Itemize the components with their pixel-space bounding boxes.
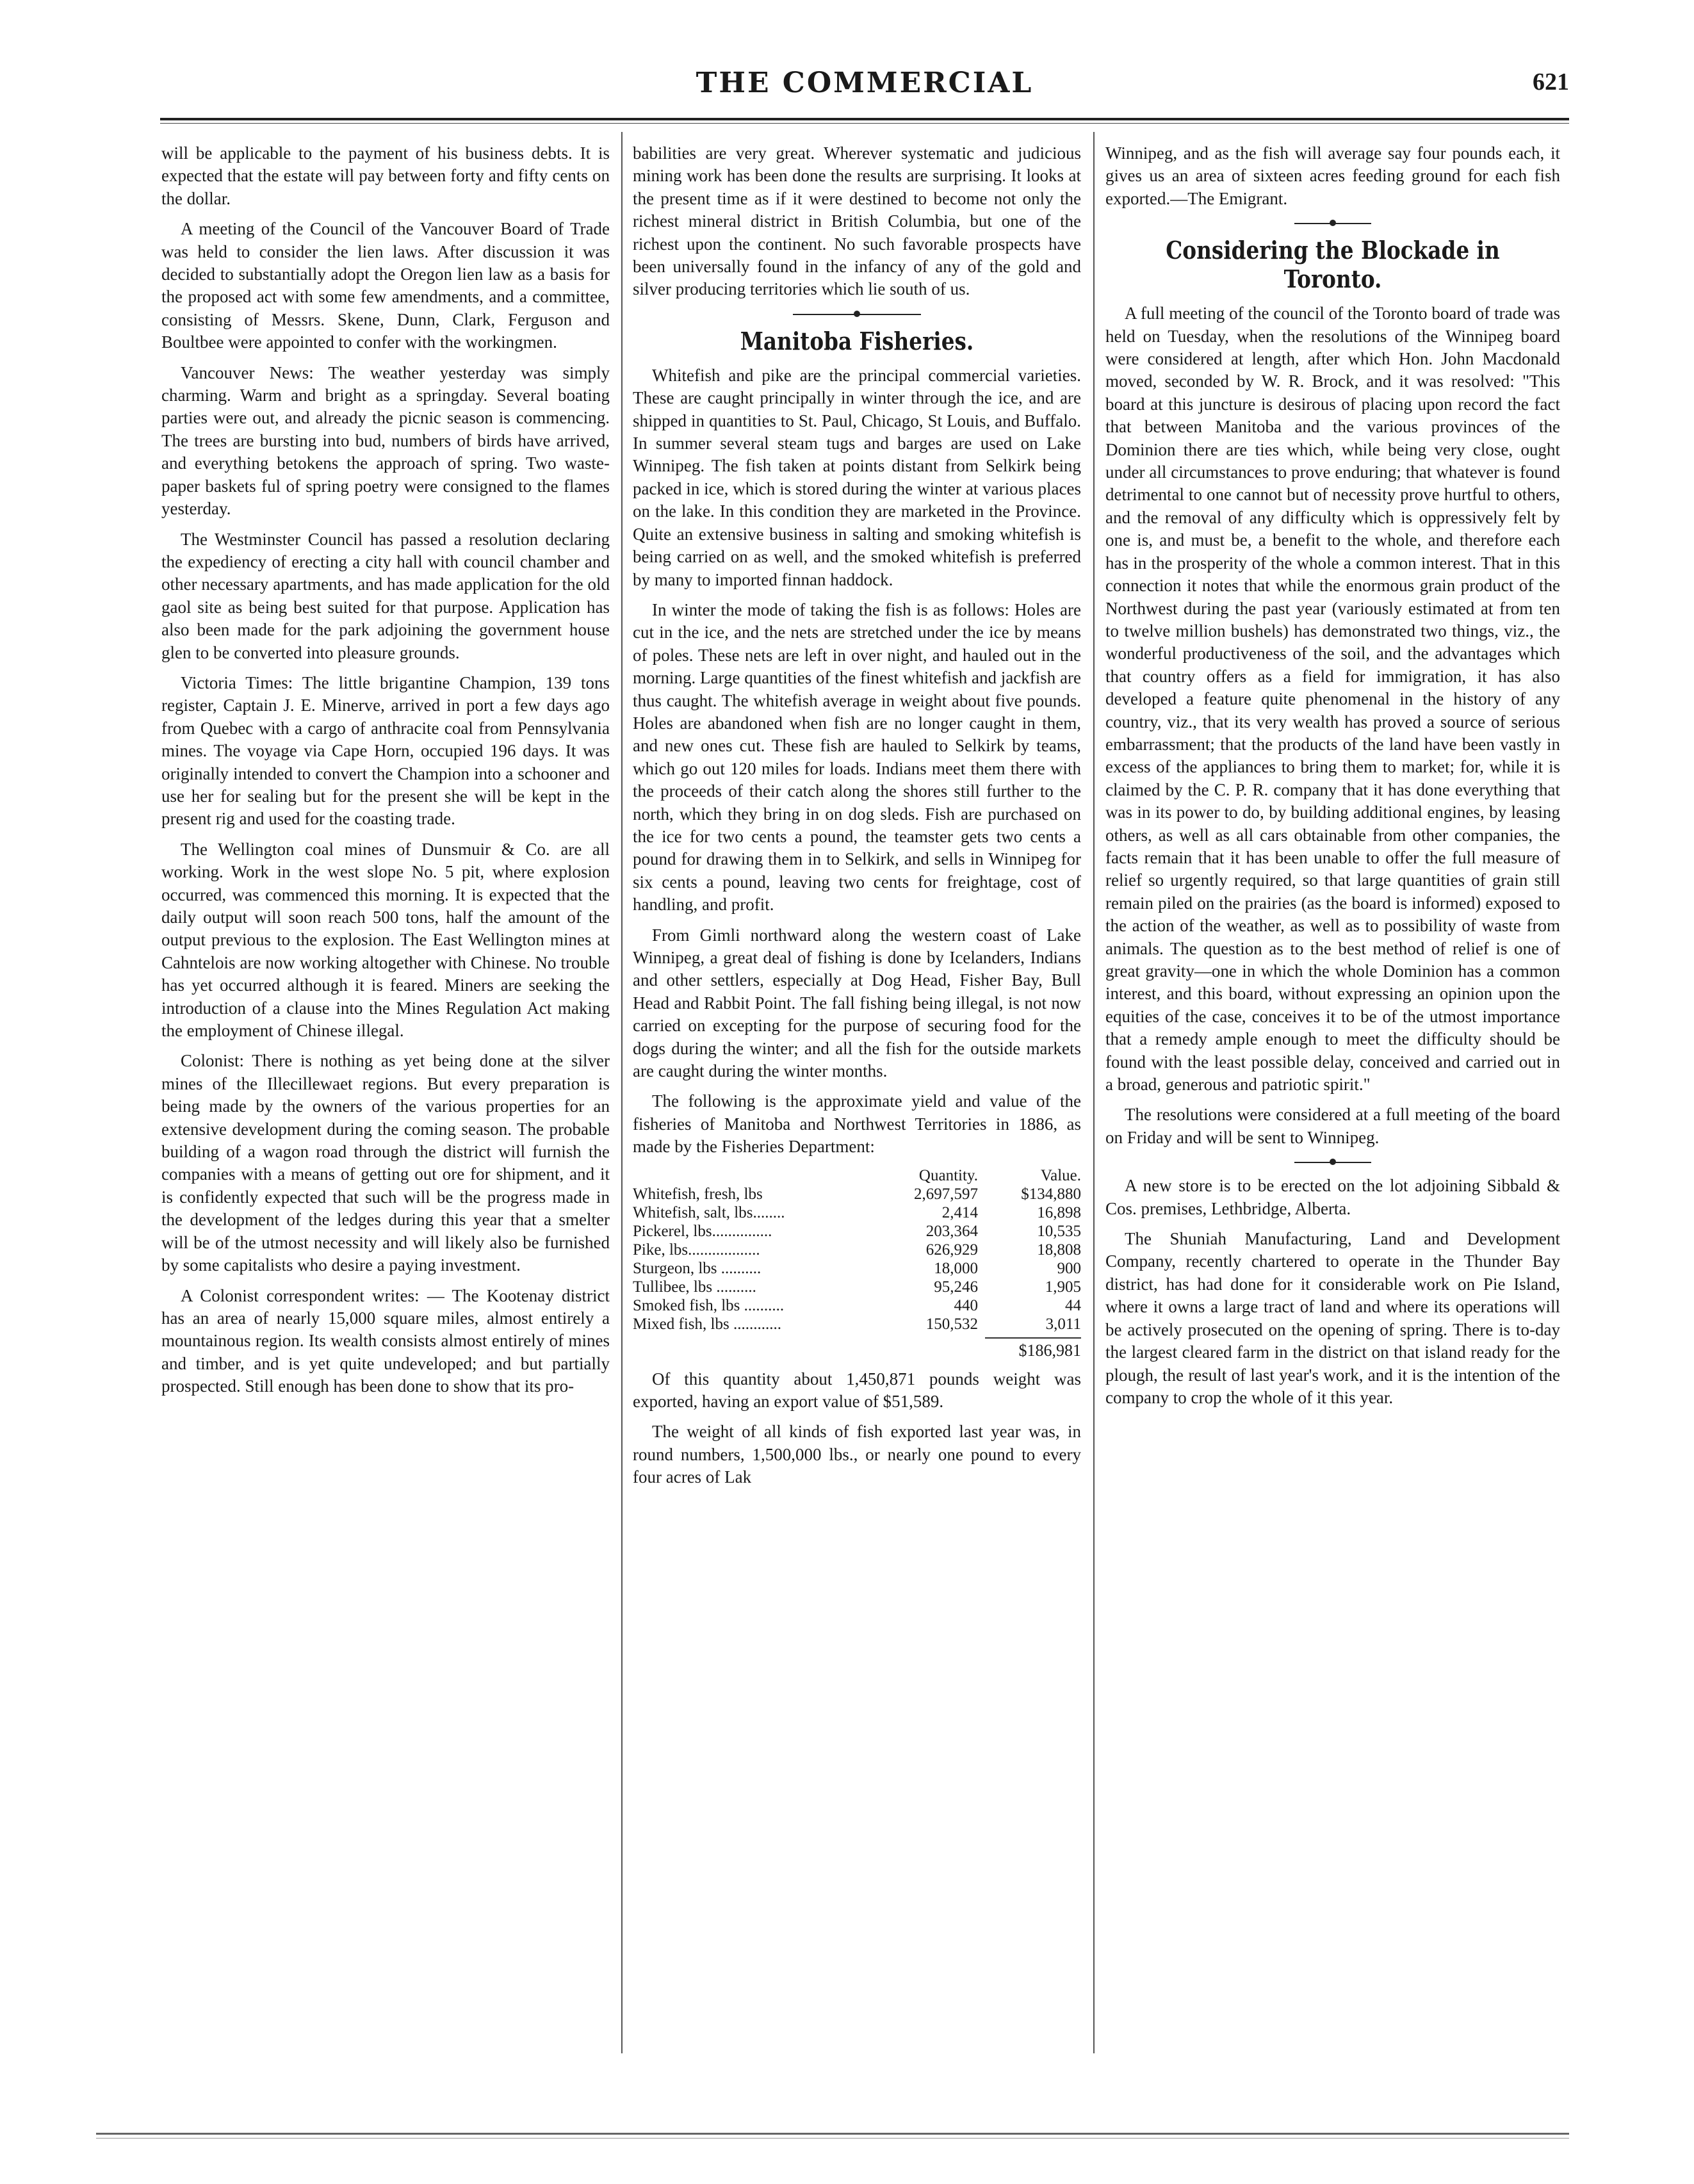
table-row bbox=[633, 1315, 1081, 1333]
paragraph: A Colonist correspondent writes: — The Kootenay district has an area of nearly 15,000 square miles, almost entirely a mountainous region. Its wealth consists almost entirely of mines and timber, and is yet quite undeveloped; and but partially prospected. Still enough has been done to show that its pro- bbox=[161, 1285, 610, 1396]
masthead-rule bbox=[160, 118, 1569, 120]
article-heading: Manitoba Fisheries. bbox=[740, 326, 974, 355]
table-cell-name: Whitefish, salt, lbs........ bbox=[633, 1203, 785, 1221]
paragraph: The resolutions were considered at a full meeting of the board on Friday and will be sent to Winnipeg. bbox=[1105, 1105, 1560, 1147]
table-cell-quantity: 2,414 bbox=[941, 1203, 979, 1221]
section-separator bbox=[1294, 218, 1371, 229]
masthead bbox=[160, 64, 1569, 109]
masthead-title: THE COMMERCIAL bbox=[696, 67, 1034, 99]
fisheries-table bbox=[633, 1166, 1081, 1333]
paragraph: From Gimli northward along the western coast of Lake Winnipeg, a great deal of fishing is done by Icelanders, Indians and other settlers, especially at Dog Head, Fisher Bay, Bull Head and Rabbit Point. The fall fishing being illegal, is not now carried on excepting for the purpose of securing food for the dogs during the winter; and all the fish for the outside markets are caught during the winter months. bbox=[633, 925, 1081, 1081]
paragraph: The Wellington coal mines of Dunsmuir & Co. are all working. Work in the west slope No. 5 pit, where explosion occurred, was commenced this morning. It is expected that the daily output will soon reach 500 tons, half the amount of the output previous to the explosion. The East Wellington mines at Cahntelois are now working altogether with Chinese. No trouble has yet occurred although it is feared. Miners are seeking the introduction of a clause into the Mines Regulation Act making the employment of Chinese illegal. bbox=[161, 839, 610, 1041]
table-row bbox=[633, 1296, 1081, 1315]
column-1 bbox=[161, 142, 610, 2051]
table-cell-name: Pike, lbs.................. bbox=[633, 1241, 760, 1259]
table-cell-quantity: 2,697,597 bbox=[914, 1185, 979, 1203]
paragraph: The following is the approximate yield and value of the fisheries of Manitoba and Northwest Territories in 1886, as made by the Fisheries Department: bbox=[633, 1091, 1081, 1157]
table-cell-name: Mixed fish, lbs ............ bbox=[633, 1315, 781, 1333]
column-header-value: Value. bbox=[1040, 1166, 1081, 1184]
paragraph: The weight of all kinds of fish exported last year was, in round numbers, 1,500,000 lbs., or nearly one pound to every four acres of Lak bbox=[633, 1422, 1081, 1487]
table-cell-value: 3,011 bbox=[1045, 1315, 1081, 1333]
paragraph: A meeting of the Council of the Vancouver Board of Trade was held to consider the lien laws. After discussion it was decided to substantially adopt the Oregon lien law as a basis for the proposed act with some few amendments, and a committee, consisting of Messrs. Skene, Dunn, Clark, Ferguson and Boultbee were appointed to confer with the workingmen. bbox=[161, 219, 610, 352]
table-cell-quantity: 626,929 bbox=[925, 1241, 979, 1259]
table-cell-value: 10,535 bbox=[1037, 1222, 1081, 1240]
table-row bbox=[633, 1185, 1081, 1203]
table-cell-name: Whitefish, fresh, lbs bbox=[633, 1185, 763, 1203]
table-cell-name: Tullibee, lbs .......... bbox=[633, 1278, 756, 1296]
table-cell-name: Smoked fish, lbs .......... bbox=[633, 1296, 785, 1314]
column-divider bbox=[1093, 132, 1095, 2053]
table-body bbox=[633, 1185, 1081, 1333]
paragraph: The Shuniah Manufacturing, Land and Development Company, recently chartered to operate in the Thunder Bay district, has had done for it considerable work on Pie Island, where it owns a large tract of land and where its operations will be actively prosecuted on the opening of spring. There is to-day the largest cleared farm in the district on that island ready for the plough, the result of last year's work, and it is the intention of the company to crop the whole of it this year. bbox=[1105, 1229, 1560, 1407]
table-row bbox=[633, 1222, 1081, 1241]
paragraph: babilities are very great. Wherever systematic and judicious mining work has been done the results are surprising. It looks at the present time as if it were destined to become not only the richest mineral district in British Columbia, but one of the richest upon the continent. No such favorable prospects have been universally found in the infancy of any of the gold and silver producing territories which lie south of us. bbox=[633, 143, 1081, 299]
table-cell-name: Pickerel, lbs............... bbox=[633, 1222, 772, 1240]
table-row bbox=[633, 1259, 1081, 1278]
total-rule bbox=[985, 1337, 1081, 1339]
paragraph: A full meeting of the council of the Toronto board of trade was held on Tuesday, when the resolutions of the Winnipeg board were considered at length, after which Hon. John Macdonald moved, seconded by W. R. Brock, and it was resolved: "This board at this juncture is desirous of placing upon record the fact that between Manitoba and the various provinces of the Dominion there are ties which, while being very close, ought under all circumstances to prove enduring; that whatever is found detrimental to one cannot but of necessity prove hurtful to others, and the removal of any difficulty which is oppressively felt by one is, and must be, a benefit to the whole, and therefore each has in the prosperity of the whole a common interest. That in this connection it notes that while the enormous grain product of the Northwest during the past year (variously estimated at from ten to twelve million bushels) has demonstrated two things, viz., the wonderful productiveness of the soil, and the advantages which that country offers as a field for immigration, it has also developed a feature quite phenomenal in the history of any country, viz., that its very wealth has proved a source of serious embarrassment; that the products of the land have been vastly in excess of the appliances to bring them to market; for, while it is claimed by the C. P. R. company that it has done everything that was in its power to do, by building additional engines, by leasing others, as well as all cars obtainable from other companies, the facts remain that it has been unable to offer the full measure of relief so urgently required, so that large quantities of grain still remain piled on the prairies (as the board is informed) exposed to the action of the weather, as well as to possibility of waste from animals. The question as to the best method of relief is one of great gravity—one in which the whole Dominion has a common interest, and this board, without expressing an opinion upon the equities of the case, conceives it to be of the utmost importance that a remedy ample enough to meet the difficulty should be found with the least possible delay, conceived and carried out in a broad, generous and patriotic spirit." bbox=[1105, 304, 1560, 1095]
column-divider bbox=[621, 132, 623, 2053]
paragraph: In winter the mode of taking the fish is as follows: Holes are cut in the ice, and the nets are stretched under the ice by means of poles. These nets are left in over night, and hauled out in the morning. Large quantities of the finest whitefish and jackfish are thus caught. The whitefish average in weight about five pounds. Holes are abandoned when fish are no longer caught in them, and new ones cut. These fish are hauled to Selkirk by teams, which go out 120 miles for loads. Indians meet them there with the proceeds of their catch along the shores still further to the north, which they bring in on dog sleds. Fish are purchased on the ice for two cents a pound, the teamster gets two cents a pound for drawing them in to Selkirk, and sells in Winnipeg for six cents a pound, leaving two cents for freightage, cost of handling, and profit. bbox=[633, 599, 1081, 915]
table-cell-value: $134,880 bbox=[1021, 1185, 1081, 1203]
table-cell-quantity: 18,000 bbox=[934, 1259, 979, 1277]
paragraph: Victoria Times: The little brigantine Champion, 139 tons register, Captain J. E. Minerve, arrived in port a few days ago from Quebec with a cargo of anthracite coal from Pennsylvania mines. The voyage via Cape Horn, occupied 196 days. It was originally intended to convert the Champion into a schooner and use her for sealing but for the present she will be kept in the present rig and used for the coasting trade. bbox=[161, 672, 610, 829]
table-total: $186,981 bbox=[1018, 1341, 1081, 1360]
table-cell-quantity: 440 bbox=[954, 1296, 979, 1314]
paragraph: Vancouver News: The weather yesterday was simply charming. Warm and bright as a springday. Several boating parties were out, and already the picnic season is commencing. The trees are bursting into bud, numbers of birds have arrived, and everything betokens the approach of spring. Two waste-paper baskets ful of spring poetry were consigned to the flames yesterday. bbox=[161, 363, 610, 519]
table-row bbox=[633, 1203, 1081, 1222]
table-cell-quantity: 203,364 bbox=[925, 1222, 979, 1240]
bottom-rule bbox=[96, 2133, 1569, 2135]
page-number: 621 bbox=[1533, 69, 1569, 95]
table-cell-value: 18,808 bbox=[1037, 1241, 1081, 1259]
column-2 bbox=[633, 142, 1081, 2051]
column-header-quantity: Quantity. bbox=[918, 1166, 979, 1184]
paragraph: Colonist: There is nothing as yet being done at the silver mines of the Illecillewaet regions. But every preparation is being made by the owners of the various properties for an extensive development during the coming season. The probable building of a wagon road through the district will furnish the companies with a means of getting out ore for shipment, and it is confidently expected that such will be the progress made in the development of the ledges during this year that a smelter will be of the utmost necessity and will likely also be furnished by some capitalists who desire a paying investment. bbox=[161, 1051, 610, 1275]
bottom-rule-thin bbox=[96, 2138, 1569, 2139]
paragraph: will be applicable to the payment of his business debts. It is expected that the estate will pay between forty and fifty cents on the dollar. bbox=[161, 143, 610, 208]
article-heading: Considering the Blockade in Toronto. bbox=[1166, 236, 1500, 294]
paragraph: Whitefish and pike are the principal commercial varieties. These are caught principally in winter through the ice, and are shipped in quantities to St. Paul, Chicago, St Louis, and Buffalo. In summer several steam tugs and barges are used on Lake Winnipeg. The fish taken at points distant from Selkirk being packed in ice, which is stored during the winter at various places on the lake. In this condition they are marketed in the Province. Quite an extensive business in salting and smoking whitefish is being carried on as well, and the smoked whitefish is preferred by many to imported finnan haddock. bbox=[633, 365, 1081, 589]
table-header-row bbox=[633, 1166, 1081, 1185]
masthead-rule-thin bbox=[160, 123, 1569, 124]
paragraph: The Westminster Council has passed a resolution declaring the expediency of erecting a city hall with council chamber and other necessary apartments, and has made application for the old gaol site as being best suited for that purpose. Application has also been made for the park adjoining the government house glen to be converted into pleasure grounds. bbox=[161, 529, 610, 662]
table-cell-name: Sturgeon, lbs .......... bbox=[633, 1259, 761, 1277]
table-cell-value: 44 bbox=[1065, 1296, 1081, 1314]
table-row bbox=[633, 1278, 1081, 1296]
paragraph: A new store is to be erected on the lot adjoining Sibbald & Cos. premises, Lethbridge, Alberta. bbox=[1105, 1176, 1560, 1218]
table-cell-quantity: 150,532 bbox=[925, 1315, 979, 1333]
paragraph: Of this quantity about 1,450,871 pounds weight was exported, having an export value of $51,589. bbox=[633, 1369, 1081, 1412]
table-cell-value: 1,905 bbox=[1045, 1278, 1081, 1296]
section-separator bbox=[1294, 1157, 1371, 1168]
table-row bbox=[633, 1241, 1081, 1259]
column-3 bbox=[1105, 142, 1560, 2051]
table-cell-value: 900 bbox=[1057, 1259, 1081, 1277]
paragraph: Winnipeg, and as the fish will average say four pounds each, it gives us an area of sixteen acres feeding ground for each fish exported.—The Emigrant. bbox=[1105, 143, 1560, 208]
section-separator bbox=[793, 309, 921, 320]
table-cell-quantity: 95,246 bbox=[934, 1278, 979, 1296]
table-cell-value: 16,898 bbox=[1037, 1203, 1081, 1221]
